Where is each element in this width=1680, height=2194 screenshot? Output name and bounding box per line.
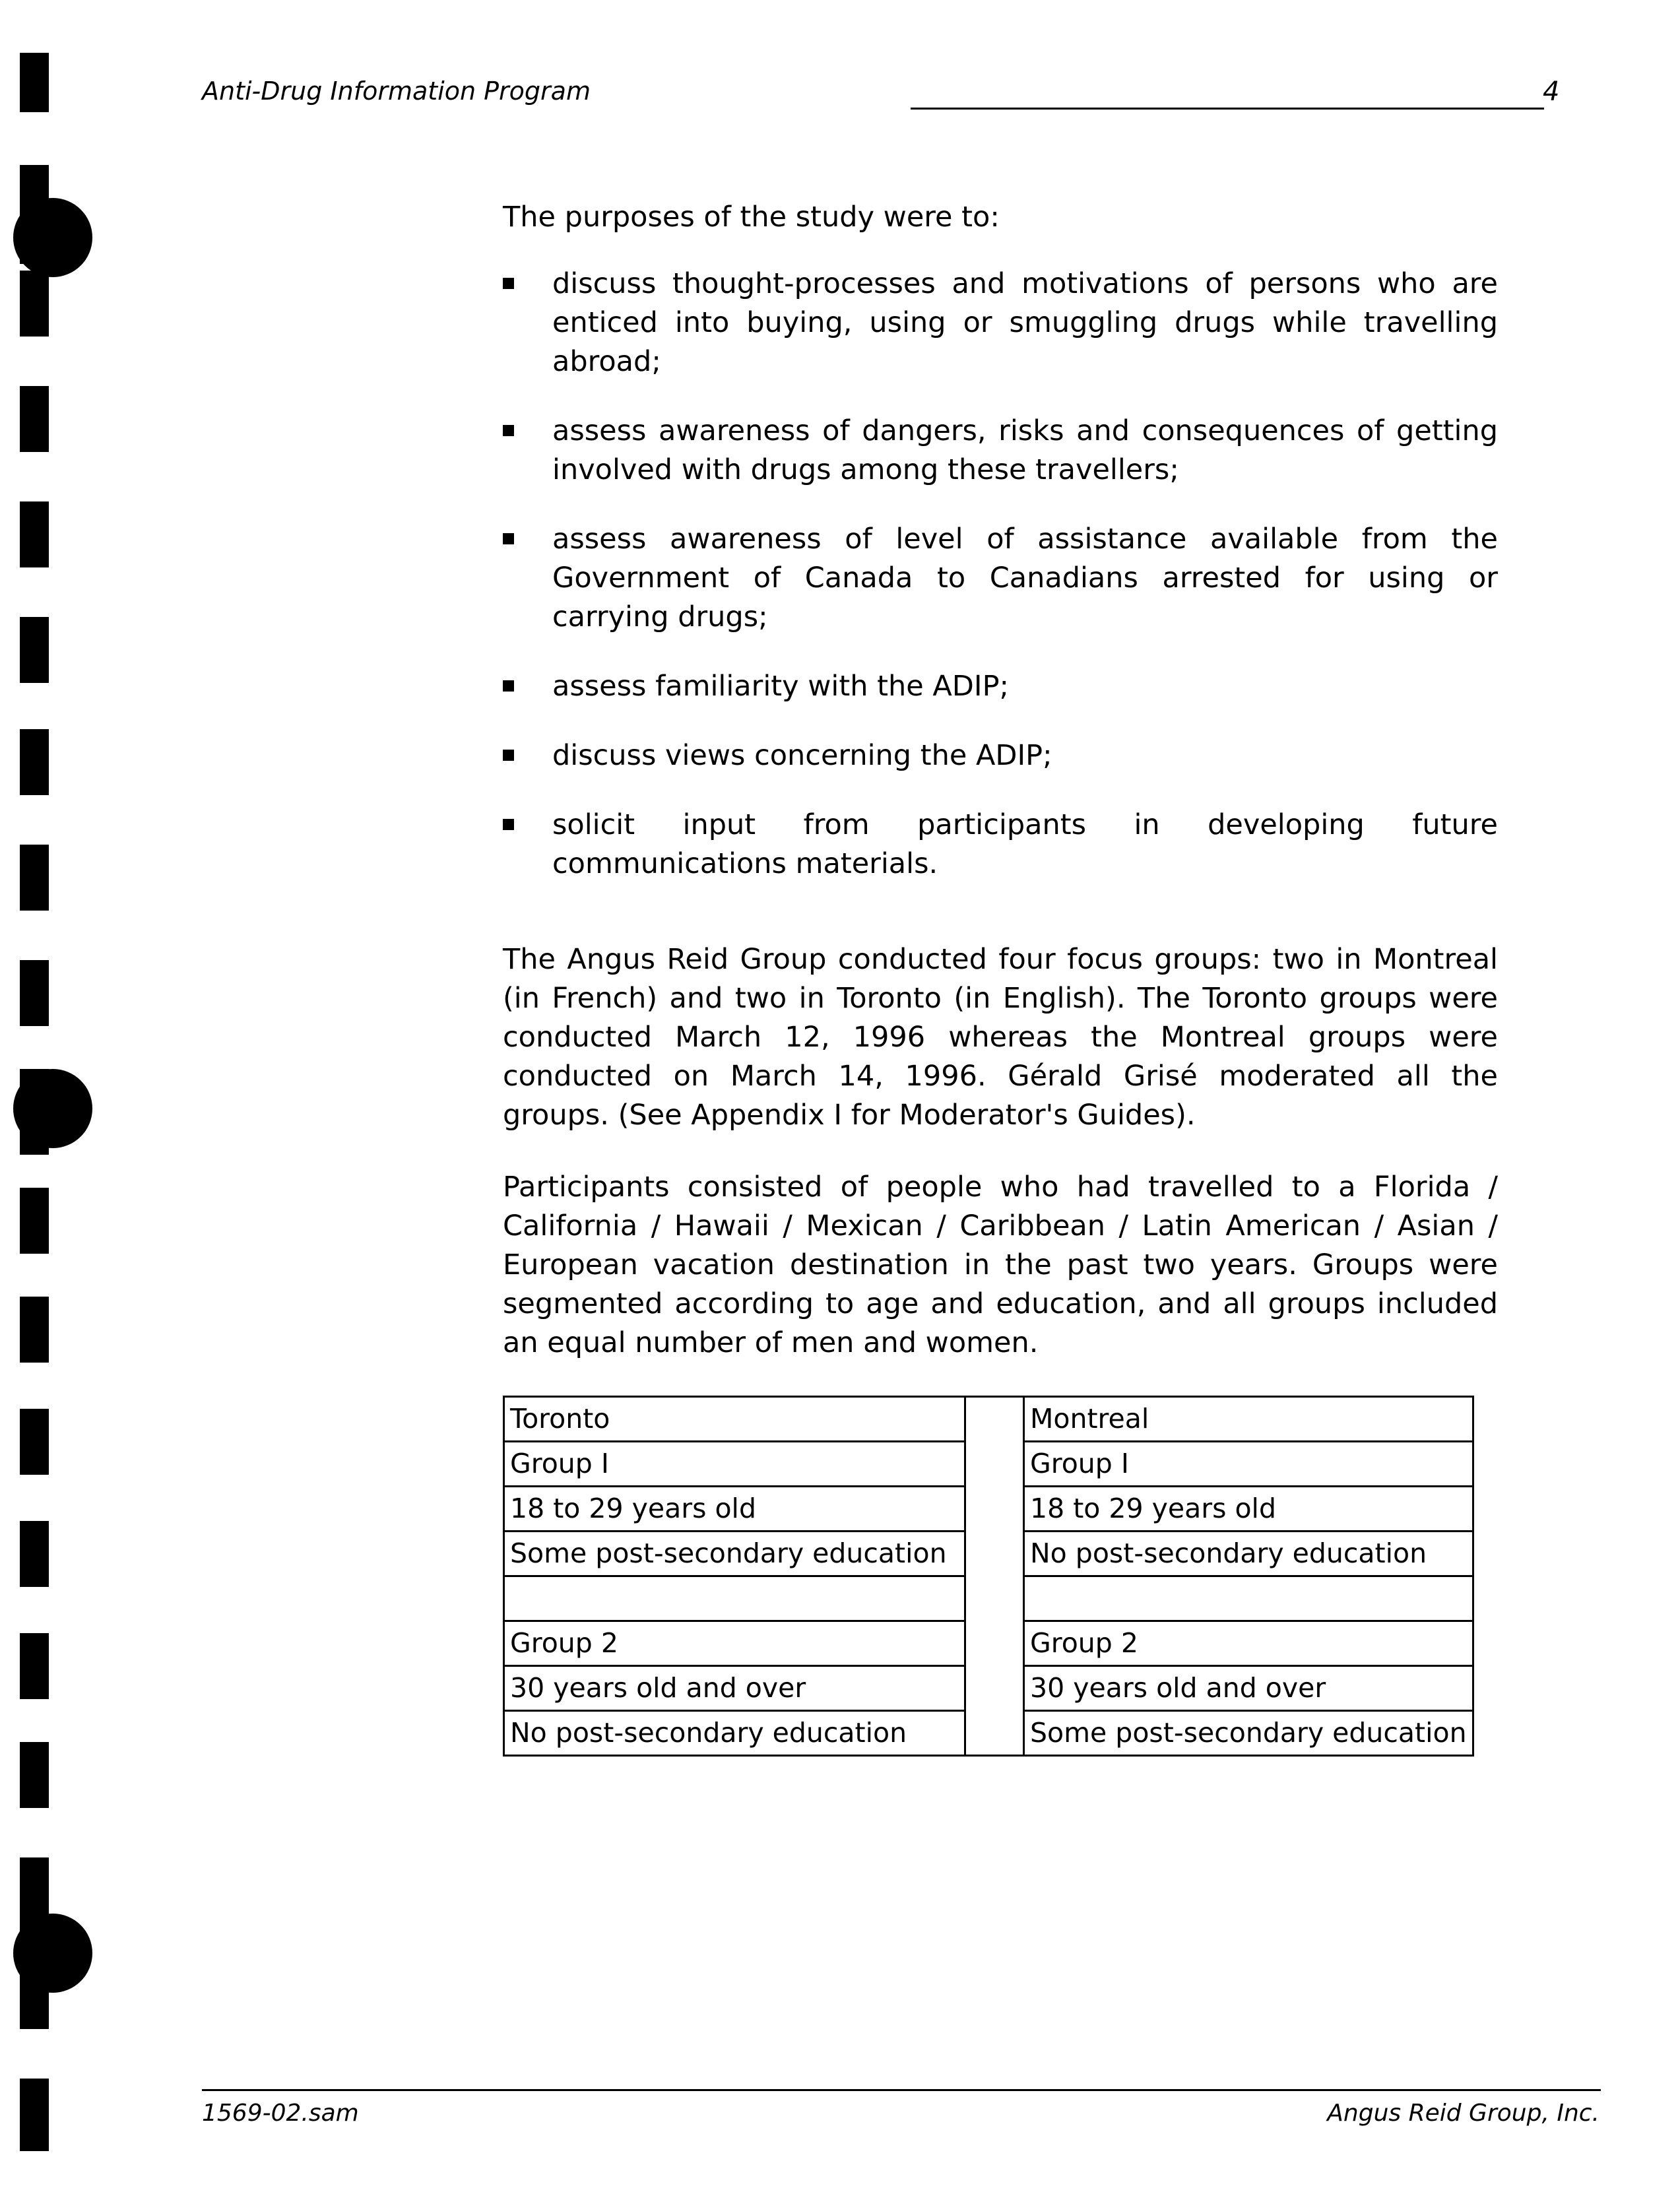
list-item-text: assess awareness of dangers, risks and consequences of getting involved with drugs among these travellers; xyxy=(552,414,1498,486)
binding-mark xyxy=(20,1188,49,1254)
binding-mark xyxy=(20,1521,49,1587)
list-item-text: solicit input from participants in developing future communications materials. xyxy=(552,808,1498,880)
purpose-list xyxy=(503,265,1498,884)
bullet-square-icon xyxy=(503,425,514,436)
list-item xyxy=(503,736,1498,775)
binding-hole xyxy=(13,1069,92,1148)
table-cell: 30 years old and over xyxy=(504,1666,965,1711)
table-cell: No post-secondary education xyxy=(1024,1532,1473,1576)
list-item-text: discuss thought-processes and motivations of persons who are enticed into buying, using or smuggling drugs while travelling abroad; xyxy=(552,267,1498,378)
table-cell: Group I xyxy=(1024,1442,1473,1487)
binding-mark xyxy=(20,53,49,112)
list-item xyxy=(503,520,1498,637)
bullet-square-icon xyxy=(503,819,514,830)
binding-mark xyxy=(20,1633,49,1699)
methodology-paragraph: The Angus Reid Group conducted four focus groups: two in Montreal (in French) and two in Toronto (in English). The Toronto groups were conducted March 12, 1996 whereas the Montreal groups were conducted on March 14, 1996. Gérald Grisé moderated all the groups. (See Appendix I for Moderator's Guides). xyxy=(503,943,1498,1132)
table-cell: No post-secondary education xyxy=(504,1711,965,1756)
binding-mark xyxy=(20,617,49,683)
binding-hole xyxy=(13,198,92,277)
footer-file-name: 1569-02.sam xyxy=(202,2100,359,2127)
binding-mark xyxy=(20,1297,49,1363)
binding-mark xyxy=(20,960,49,1026)
table-cell: Group 2 xyxy=(1024,1621,1473,1666)
bullet-square-icon xyxy=(503,533,514,544)
table-cell-empty xyxy=(504,1576,965,1621)
running-header-title: Anti-Drug Information Program xyxy=(202,77,591,106)
binding-mark xyxy=(20,1742,49,1808)
binding-mark xyxy=(20,501,49,567)
table-cell: 18 to 29 years old xyxy=(1024,1487,1473,1532)
page-number: 4 xyxy=(1543,77,1560,107)
bullet-square-icon xyxy=(503,680,514,692)
binding-mark xyxy=(20,845,49,911)
table-cell: Group 2 xyxy=(504,1621,965,1666)
focus-group-table xyxy=(503,1396,1474,1757)
list-item-text: assess familiarity with the ADIP; xyxy=(552,670,1010,703)
main-content xyxy=(503,198,1498,1757)
toronto-header-cell: Toronto xyxy=(504,1397,965,1442)
bullet-square-icon xyxy=(503,278,514,289)
table-cell: Group I xyxy=(504,1442,965,1487)
list-item-text: discuss views concerning the ADIP; xyxy=(552,739,1052,772)
header-rule xyxy=(911,108,1544,110)
table-cell: Some post-secondary education xyxy=(1024,1711,1473,1756)
table-row xyxy=(504,1397,1473,1442)
footer-company: Angus Reid Group, Inc. xyxy=(1327,2100,1599,2127)
montreal-header-cell: Montreal xyxy=(1024,1397,1473,1442)
table-cell: 18 to 29 years old xyxy=(504,1487,965,1532)
table-spacer xyxy=(965,1397,1024,1756)
binding-mark xyxy=(20,729,49,795)
binding-mark xyxy=(20,271,49,337)
table-cell: Some post-secondary education xyxy=(504,1532,965,1576)
bullet-square-icon xyxy=(503,750,514,761)
binding-mark xyxy=(20,1409,49,1475)
list-item xyxy=(503,265,1498,381)
table-cell-empty xyxy=(1024,1576,1473,1621)
participants-paragraph: Participants consisted of people who had travelled to a Florida / California / Hawaii / Mexican / Caribbean / Latin American / Asian / European vacation destination in the past two years. Groups were segmented according to age and education, and all groups included an equal number of men and women. xyxy=(503,1171,1498,1359)
list-item xyxy=(503,667,1498,706)
list-item xyxy=(503,412,1498,490)
table-cell: 30 years old and over xyxy=(1024,1666,1473,1711)
list-item-text: assess awareness of level of assistance available from the Government of Canada to Canadians arrested for using or carrying drugs; xyxy=(552,523,1498,633)
list-item xyxy=(503,806,1498,884)
footer-rule xyxy=(202,2089,1601,2091)
binding-mark xyxy=(20,2079,49,2151)
intro-text: The purposes of the study were to: xyxy=(503,201,1000,234)
binding-hole xyxy=(13,1914,92,1993)
binding-mark xyxy=(20,386,49,452)
